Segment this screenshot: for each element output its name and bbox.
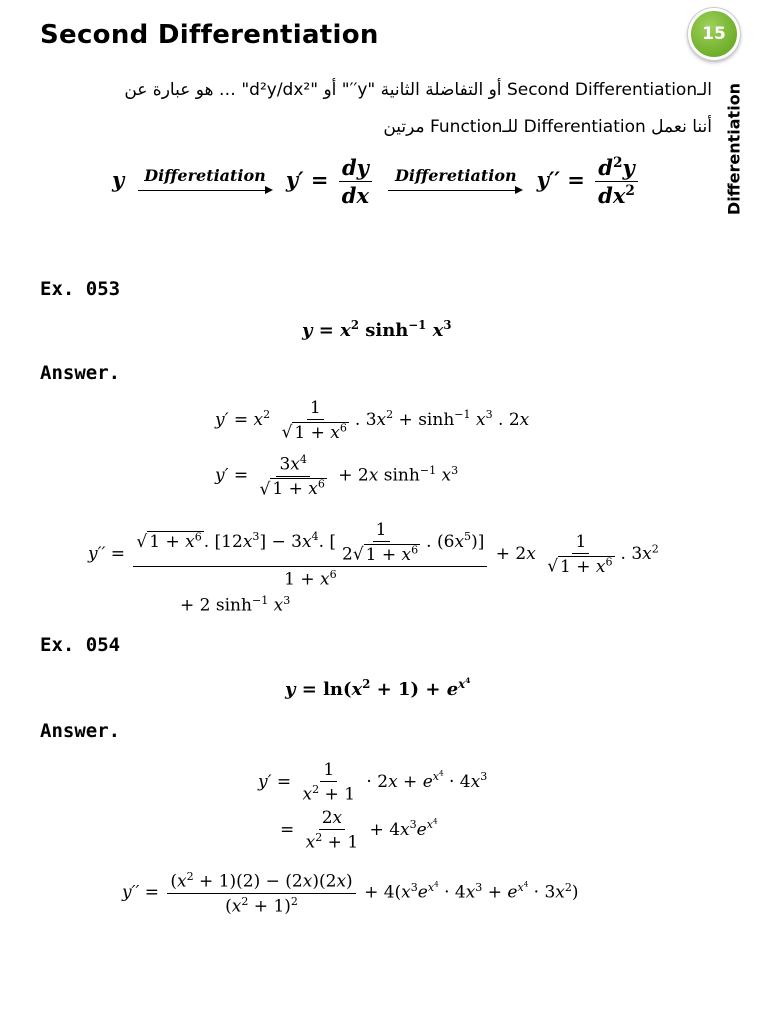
- example-053-answer-label: Answer.: [40, 362, 121, 384]
- chain-arrow-1: Differetiation: [138, 166, 273, 197]
- chain-arrow-2: Differetiation: [388, 166, 523, 197]
- side-tab-label: Differentiation: [724, 82, 744, 216]
- intro-line-2: أننا نعمل Differentiation للـFunction مرتين: [383, 117, 712, 137]
- example-053-label: Ex. 053: [40, 278, 121, 300]
- ex053-first-derivative-b: y′ = $\frac{3x^4}{√ 1 + x^6}$ + 2x $\sinh^{-1} x^3$: [215, 453, 459, 500]
- ex054-first-derivative-b: = $\frac{2x}{x^2 + 1}$ + $4x^3e^{x^4}$: [280, 808, 438, 853]
- example-054-answer-label: Answer.: [40, 720, 121, 742]
- ex053-second-derivative: y′′ = √ $1 + x^6$ . $[12x^3] - 3x^4$. [ $\frac{1}{2√ 1 + x^6}$ . $(6x^5)$] $1 + x^6$ + 2x $\frac{1}{√ 1 + x^6}$ . $3x^2$: [88, 520, 659, 590]
- example-054-label: Ex. 054: [40, 634, 121, 656]
- side-tab: [720, 82, 748, 216]
- differentiation-chain: y Differetiation y′ = $\frac{dy}{dx}$ Differetiation y′′ = $\frac{d^2y}{dx^2}$: [112, 155, 641, 208]
- ex054-first-derivative-a: y′ = $\frac{1}{x^2 + 1}$ · $2x + e^{x^4} \cdot 4x^3$: [258, 760, 488, 805]
- ex053-second-derivative-cont: + 2 $\sinh^{-1} x^3$: [180, 594, 291, 616]
- ex053-first-derivative-a: $y' = x^2$ $\frac{1}{√ 1 + x^6}$ . $3x^2 + \sinh^{-1} x^3$ . 2x: [215, 398, 530, 443]
- example-054-equation: $y = \ln(x^2 + 1) + e^{x^4}$: [285, 676, 471, 700]
- ex054-second-derivative: y′′ = $\frac{(x^2 + 1)(2) - (2x)(2x)}{(x^2 + 1)^2}$ + $4(x^3e^{x^4} \cdot 4x^3 + e^{x^4} \cdot 3x^2)$: [122, 870, 579, 917]
- page-title: Second Differentiation: [40, 20, 379, 50]
- example-053-equation: $y = x^2$ $\sinh^{-1} x^3$: [302, 318, 452, 341]
- page-number-badge: 15: [688, 8, 740, 60]
- intro-line-1: الـSecond Differentiation أو التفاضلة الثانية "y′′" أو "d²y/dx²" … هو عبارة عن: [124, 80, 712, 100]
